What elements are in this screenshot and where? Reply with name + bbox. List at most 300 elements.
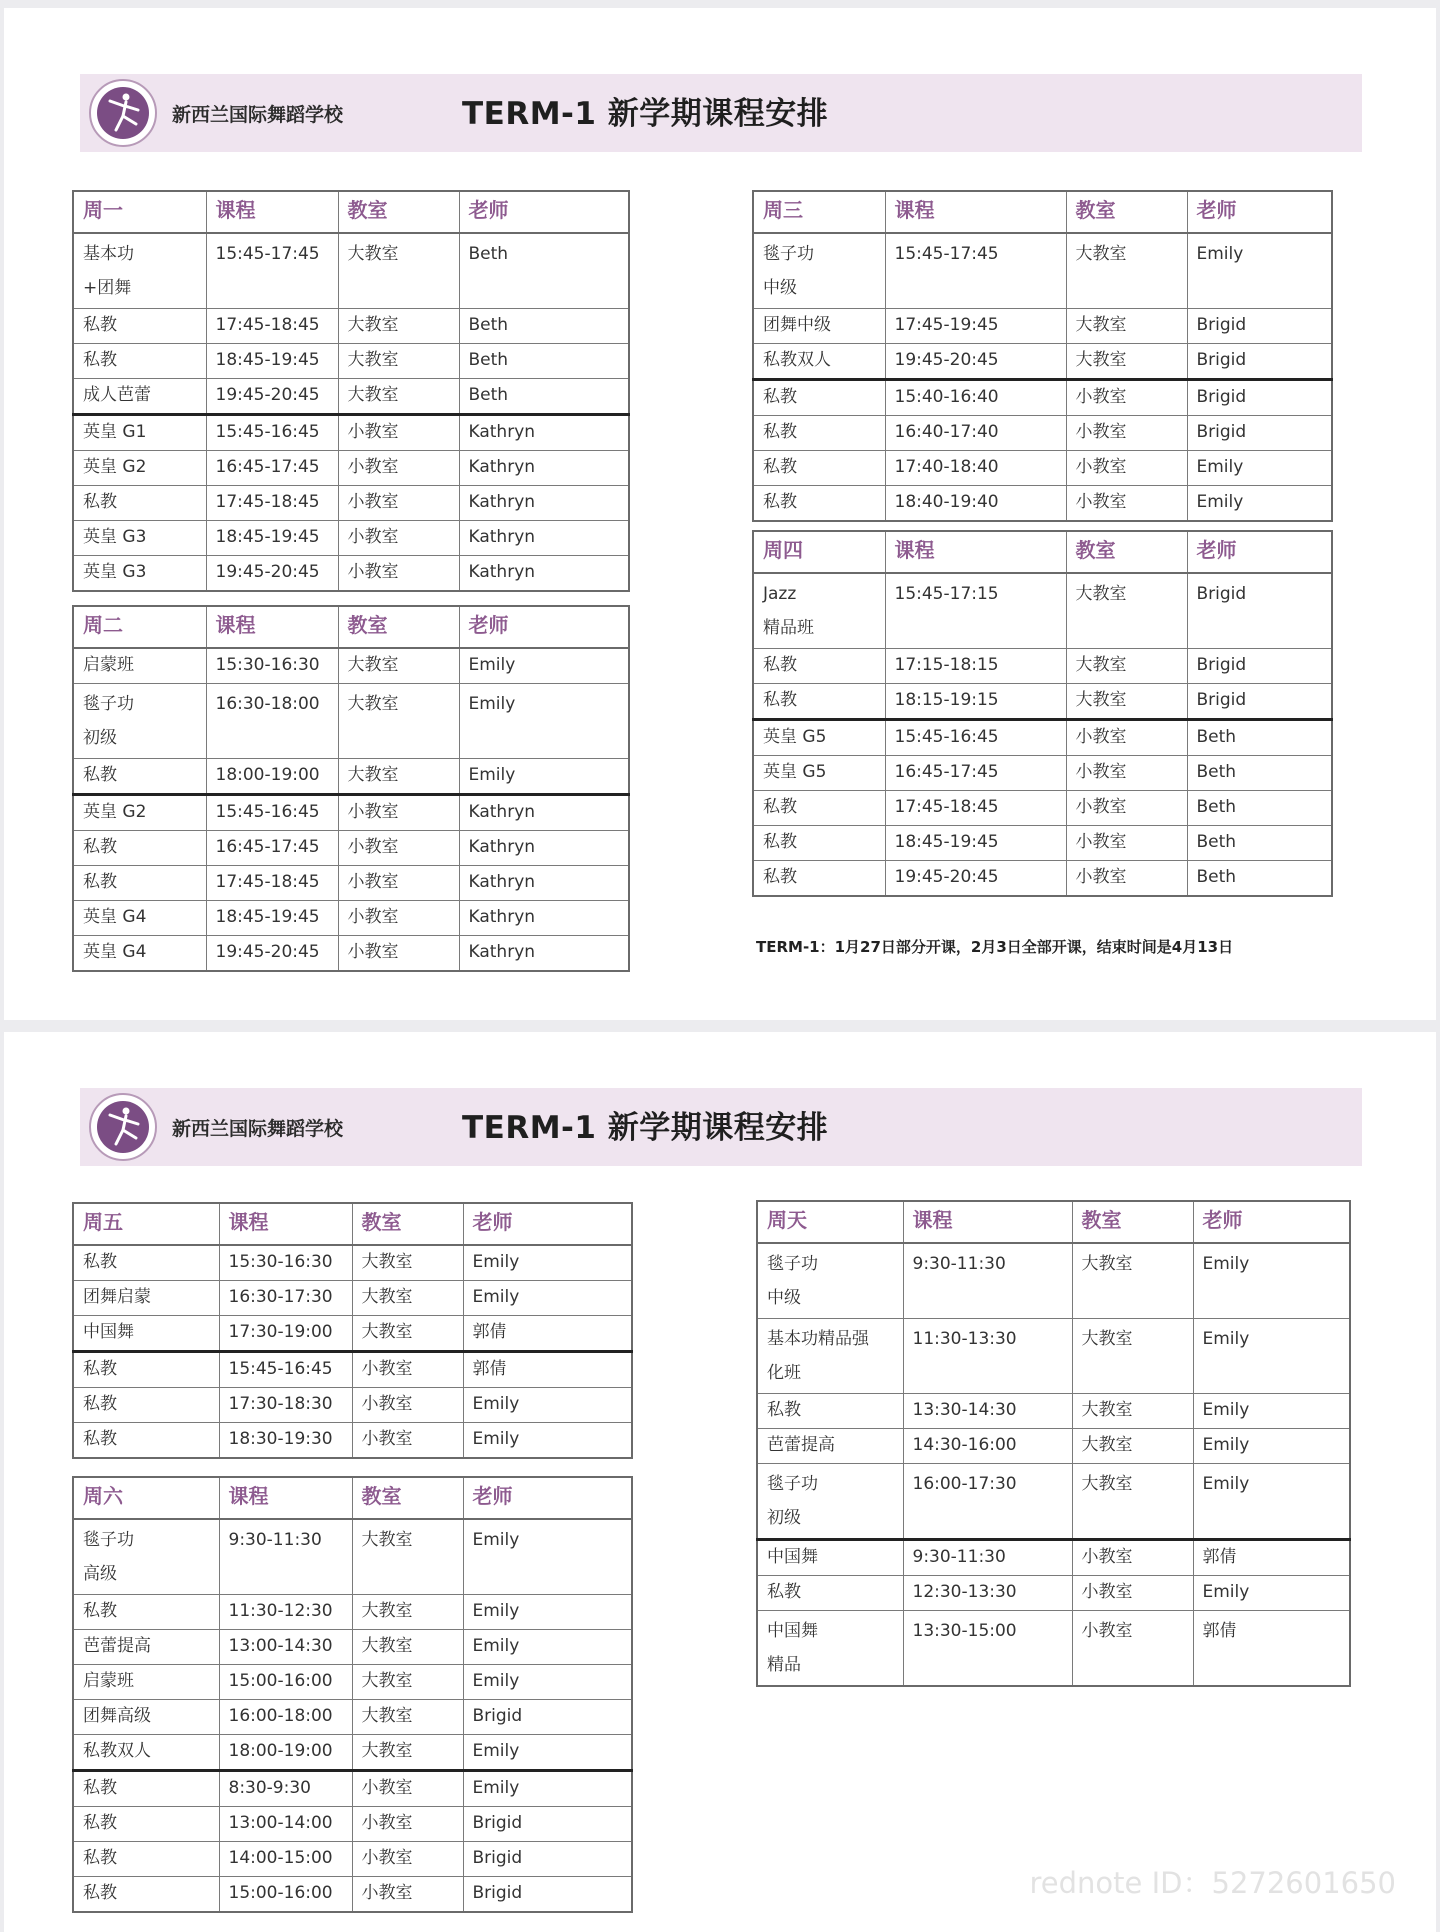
teacher-cell: Kathryn <box>459 936 629 972</box>
room-cell: 小教室 <box>1066 380 1187 416</box>
time-cell: 18:00-19:00 <box>206 759 338 795</box>
day-class-cell: 成人芭蕾 <box>73 379 206 415</box>
table-row <box>757 1540 1350 1576</box>
room-cell: 小教室 <box>338 415 459 451</box>
day-class-cell: 私教 <box>753 380 885 416</box>
time-cell: 18:45-19:45 <box>206 901 338 936</box>
time-cell: 16:30-18:00 <box>206 684 338 759</box>
column-header: 教室 <box>338 606 459 648</box>
teacher-cell: Emily <box>1187 486 1332 522</box>
time-cell: 11:30-13:30 <box>903 1319 1072 1394</box>
teacher-cell: Emily <box>459 648 629 684</box>
room-cell: 大教室 <box>1066 573 1187 649</box>
teacher-cell: Emily <box>463 1245 632 1281</box>
room-cell: 大教室 <box>338 648 459 684</box>
day-class-cell: 私教 <box>73 309 206 344</box>
time-cell: 15:30-16:30 <box>206 648 338 684</box>
time-cell: 15:45-17:15 <box>885 573 1066 649</box>
school-logo <box>88 1092 158 1162</box>
teacher-cell: Kathryn <box>459 556 629 592</box>
table-row <box>73 648 629 684</box>
room-cell: 大教室 <box>1072 1243 1193 1319</box>
room-cell: 大教室 <box>352 1316 463 1352</box>
day-class-cell: 基本功精品强 化班 <box>757 1319 903 1394</box>
day-header: 周三 <box>753 191 885 233</box>
table-row <box>753 416 1332 451</box>
day-header: 周五 <box>73 1203 219 1245</box>
room-cell: 小教室 <box>1066 861 1187 897</box>
room-cell: 大教室 <box>352 1630 463 1665</box>
day-header: 周天 <box>757 1201 903 1243</box>
schedule-table-saturday <box>72 1476 633 1913</box>
teacher-cell: Kathryn <box>459 521 629 556</box>
header-row <box>753 191 1332 233</box>
teacher-cell: Emily <box>463 1281 632 1316</box>
day-class-cell: 私教 <box>73 1877 219 1913</box>
room-cell: 大教室 <box>338 379 459 415</box>
time-cell: 17:40-18:40 <box>885 451 1066 486</box>
column-header: 教室 <box>352 1477 463 1519</box>
day-class-cell: 启蒙班 <box>73 648 206 684</box>
room-cell: 大教室 <box>1072 1464 1193 1540</box>
time-cell: 19:45-20:45 <box>885 344 1066 380</box>
time-cell: 16:45-17:45 <box>206 831 338 866</box>
day-class-cell: 英皇 G4 <box>73 936 206 972</box>
teacher-cell: Emily <box>459 759 629 795</box>
time-cell: 15:00-16:00 <box>219 1665 352 1700</box>
teacher-cell: Emily <box>1193 1464 1350 1540</box>
teacher-cell: 郭倩 <box>463 1352 632 1388</box>
term-note: TERM-1：1月27日部分开课，2月3日全部开课，结束时间是4月13日 <box>756 938 1234 956</box>
table-row <box>73 486 629 521</box>
table-row <box>757 1243 1350 1319</box>
teacher-cell: Beth <box>459 309 629 344</box>
time-cell: 12:30-13:30 <box>903 1576 1072 1611</box>
day-class-cell: 私教 <box>73 1423 219 1459</box>
day-class-cell: 私教 <box>73 1842 219 1877</box>
time-cell: 15:00-16:00 <box>219 1877 352 1913</box>
room-cell: 大教室 <box>1066 309 1187 344</box>
schedule-page-1 <box>4 8 1436 1020</box>
table-row <box>757 1394 1350 1429</box>
table-row <box>73 1807 632 1842</box>
day-class-cell: 私教 <box>73 866 206 901</box>
teacher-cell: Kathryn <box>459 415 629 451</box>
room-cell: 小教室 <box>1066 451 1187 486</box>
room-cell: 小教室 <box>338 936 459 972</box>
table-row <box>73 684 629 759</box>
table-row <box>73 521 629 556</box>
teacher-cell: Brigid <box>463 1842 632 1877</box>
teacher-cell: Brigid <box>1187 684 1332 720</box>
teacher-cell: Brigid <box>1187 309 1332 344</box>
column-header: 老师 <box>1187 531 1332 573</box>
teacher-cell: Emily <box>1193 1243 1350 1319</box>
time-cell: 17:45-18:45 <box>206 866 338 901</box>
table-row <box>73 1842 632 1877</box>
table-row <box>73 1245 632 1281</box>
day-class-cell: 私教 <box>73 1595 219 1630</box>
day-class-cell: 芭蕾提高 <box>757 1429 903 1464</box>
teacher-cell: Emily <box>463 1771 632 1807</box>
day-class-cell: 毯子功 初级 <box>73 684 206 759</box>
time-cell: 18:45-19:45 <box>885 826 1066 861</box>
day-class-cell: 中国舞 精品 <box>757 1611 903 1687</box>
room-cell: 小教室 <box>338 831 459 866</box>
day-header: 周一 <box>73 191 206 233</box>
table-row <box>73 451 629 486</box>
header-row <box>757 1201 1350 1243</box>
time-cell: 9:30-11:30 <box>903 1243 1072 1319</box>
teacher-cell: Emily <box>1193 1429 1350 1464</box>
time-cell: 19:45-20:45 <box>206 556 338 592</box>
table-row <box>73 1316 632 1352</box>
room-cell: 小教室 <box>338 901 459 936</box>
teacher-cell: Emily <box>463 1519 632 1595</box>
teacher-cell: Beth <box>459 233 629 309</box>
time-cell: 17:45-18:45 <box>885 791 1066 826</box>
time-cell: 18:30-19:30 <box>219 1423 352 1459</box>
day-class-cell: 启蒙班 <box>73 1665 219 1700</box>
table-row <box>73 1388 632 1423</box>
room-cell: 大教室 <box>1072 1394 1193 1429</box>
time-cell: 18:00-19:00 <box>219 1735 352 1771</box>
table-row <box>753 233 1332 309</box>
school-logo <box>88 78 158 148</box>
time-cell: 19:45-20:45 <box>206 379 338 415</box>
teacher-cell: Emily <box>1193 1394 1350 1429</box>
day-class-cell: 毯子功 初级 <box>757 1464 903 1540</box>
day-class-cell: 中国舞 <box>73 1316 219 1352</box>
teacher-cell: Beth <box>1187 756 1332 791</box>
schedule-table-sunday <box>756 1200 1351 1687</box>
day-header: 周六 <box>73 1477 219 1519</box>
table-row <box>73 795 629 831</box>
room-cell: 大教室 <box>338 233 459 309</box>
room-cell: 大教室 <box>1066 649 1187 684</box>
table-row <box>753 861 1332 897</box>
header-banner <box>80 74 1362 152</box>
teacher-cell: Brigid <box>1187 380 1332 416</box>
teacher-cell: Kathryn <box>459 795 629 831</box>
schedule-page-2 <box>4 1032 1436 1932</box>
teacher-cell: Beth <box>1187 791 1332 826</box>
teacher-cell: Emily <box>463 1595 632 1630</box>
table-row <box>753 720 1332 756</box>
column-header: 课程 <box>219 1203 352 1245</box>
time-cell: 18:45-19:45 <box>206 344 338 379</box>
teacher-cell: Emily <box>1187 233 1332 309</box>
time-cell: 15:45-17:45 <box>885 233 1066 309</box>
time-cell: 19:45-20:45 <box>885 861 1066 897</box>
table-row <box>73 379 629 415</box>
day-class-cell: 私教 <box>753 861 885 897</box>
day-class-cell: 英皇 G5 <box>753 720 885 756</box>
day-header: 周二 <box>73 606 206 648</box>
column-header: 老师 <box>459 191 629 233</box>
day-class-cell: 基本功 +团舞 <box>73 233 206 309</box>
teacher-cell: Kathryn <box>459 831 629 866</box>
room-cell: 小教室 <box>1066 826 1187 861</box>
time-cell: 8:30-9:30 <box>219 1771 352 1807</box>
time-cell: 16:40-17:40 <box>885 416 1066 451</box>
schedule-table-wednesday <box>752 190 1333 522</box>
table-row <box>73 233 629 309</box>
table-row <box>73 1877 632 1913</box>
table-row <box>757 1319 1350 1394</box>
day-class-cell: 芭蕾提高 <box>73 1630 219 1665</box>
table-row <box>73 1630 632 1665</box>
room-cell: 小教室 <box>1066 720 1187 756</box>
table-row <box>753 684 1332 720</box>
time-cell: 11:30-12:30 <box>219 1595 352 1630</box>
time-cell: 13:30-15:00 <box>903 1611 1072 1687</box>
time-cell: 18:15-19:15 <box>885 684 1066 720</box>
table-row <box>73 556 629 592</box>
time-cell: 16:45-17:45 <box>885 756 1066 791</box>
table-row <box>73 1665 632 1700</box>
page-title: TERM-1 新学期课程安排 <box>462 96 829 132</box>
teacher-cell: Brigid <box>1187 573 1332 649</box>
day-class-cell: 私教 <box>757 1576 903 1611</box>
room-cell: 小教室 <box>352 1771 463 1807</box>
table-row <box>757 1576 1350 1611</box>
time-cell: 16:00-18:00 <box>219 1700 352 1735</box>
column-header: 教室 <box>1072 1201 1193 1243</box>
column-header: 课程 <box>206 606 338 648</box>
time-cell: 15:45-17:45 <box>206 233 338 309</box>
table-row <box>73 415 629 451</box>
room-cell: 大教室 <box>338 684 459 759</box>
schedule-table-thursday <box>752 530 1333 897</box>
time-cell: 15:45-16:45 <box>206 795 338 831</box>
room-cell: 小教室 <box>1066 756 1187 791</box>
room-cell: 小教室 <box>1066 791 1187 826</box>
room-cell: 小教室 <box>352 1807 463 1842</box>
table-row <box>753 486 1332 522</box>
table-row <box>753 573 1332 649</box>
day-class-cell: 私教 <box>753 649 885 684</box>
room-cell: 小教室 <box>352 1842 463 1877</box>
teacher-cell: Brigid <box>1187 649 1332 684</box>
time-cell: 16:00-17:30 <box>903 1464 1072 1540</box>
room-cell: 小教室 <box>1066 416 1187 451</box>
column-header: 老师 <box>459 606 629 648</box>
day-class-cell: 英皇 G5 <box>753 756 885 791</box>
room-cell: 小教室 <box>352 1877 463 1913</box>
day-class-cell: 私教 <box>73 486 206 521</box>
time-cell: 16:30-17:30 <box>219 1281 352 1316</box>
day-class-cell: 私教 <box>753 416 885 451</box>
time-cell: 17:15-18:15 <box>885 649 1066 684</box>
room-cell: 大教室 <box>352 1245 463 1281</box>
day-class-cell: 私教 <box>753 451 885 486</box>
room-cell: 小教室 <box>1072 1576 1193 1611</box>
day-class-cell: 团舞中级 <box>753 309 885 344</box>
teacher-cell: Emily <box>463 1665 632 1700</box>
room-cell: 大教室 <box>352 1519 463 1595</box>
schedule-table-friday <box>72 1202 633 1459</box>
table-row <box>757 1429 1350 1464</box>
table-row <box>73 1519 632 1595</box>
header-row <box>753 531 1332 573</box>
time-cell: 18:45-19:45 <box>206 521 338 556</box>
teacher-cell: Emily <box>463 1423 632 1459</box>
room-cell: 小教室 <box>1072 1540 1193 1576</box>
column-header: 老师 <box>463 1477 632 1519</box>
room-cell: 大教室 <box>1072 1429 1193 1464</box>
day-class-cell: 私教 <box>753 684 885 720</box>
day-class-cell: 私教 <box>73 831 206 866</box>
time-cell: 16:45-17:45 <box>206 451 338 486</box>
table-row <box>73 901 629 936</box>
column-header: 课程 <box>885 531 1066 573</box>
table-row <box>757 1611 1350 1687</box>
room-cell: 大教室 <box>338 759 459 795</box>
schedule-table-tuesday <box>72 605 630 972</box>
time-cell: 15:40-16:40 <box>885 380 1066 416</box>
day-class-cell: 私教 <box>753 486 885 522</box>
room-cell: 小教室 <box>338 451 459 486</box>
school-name: 新西兰国际舞蹈学校 <box>172 104 344 126</box>
teacher-cell: Kathryn <box>459 486 629 521</box>
teacher-cell: Beth <box>1187 861 1332 897</box>
day-class-cell: 英皇 G3 <box>73 521 206 556</box>
room-cell: 小教室 <box>338 866 459 901</box>
teacher-cell: 郭倩 <box>1193 1540 1350 1576</box>
watermark: rednote ID：5272601650 <box>1029 1866 1396 1900</box>
time-cell: 15:45-16:45 <box>219 1352 352 1388</box>
header-row <box>73 1203 632 1245</box>
room-cell: 大教室 <box>352 1665 463 1700</box>
column-header: 教室 <box>1066 531 1187 573</box>
day-class-cell: 毯子功 中级 <box>753 233 885 309</box>
table-row <box>73 1700 632 1735</box>
table-row <box>73 1735 632 1771</box>
day-class-cell: 私教 <box>73 1771 219 1807</box>
day-header: 周四 <box>753 531 885 573</box>
day-class-cell: 私教双人 <box>73 1735 219 1771</box>
day-class-cell: 私教双人 <box>753 344 885 380</box>
page-title: TERM-1 新学期课程安排 <box>462 1110 829 1146</box>
teacher-cell: Beth <box>1187 826 1332 861</box>
day-class-cell: 私教 <box>753 791 885 826</box>
day-class-cell: 私教 <box>757 1394 903 1429</box>
table-row <box>73 344 629 379</box>
column-header: 教室 <box>338 191 459 233</box>
teacher-cell: Emily <box>463 1388 632 1423</box>
room-cell: 小教室 <box>338 486 459 521</box>
room-cell: 大教室 <box>1066 233 1187 309</box>
day-class-cell: 私教 <box>73 1807 219 1842</box>
time-cell: 13:00-14:30 <box>219 1630 352 1665</box>
room-cell: 大教室 <box>352 1735 463 1771</box>
column-header: 老师 <box>1187 191 1332 233</box>
time-cell: 17:30-18:30 <box>219 1388 352 1423</box>
time-cell: 14:30-16:00 <box>903 1429 1072 1464</box>
teacher-cell: 郭倩 <box>1193 1611 1350 1687</box>
table-row <box>753 649 1332 684</box>
teacher-cell: Beth <box>459 379 629 415</box>
day-class-cell: Jazz 精品班 <box>753 573 885 649</box>
column-header: 教室 <box>352 1203 463 1245</box>
table-row <box>73 1352 632 1388</box>
table-row <box>753 791 1332 826</box>
time-cell: 17:30-19:00 <box>219 1316 352 1352</box>
teacher-cell: Kathryn <box>459 451 629 486</box>
table-row <box>73 309 629 344</box>
header-row <box>73 191 629 233</box>
day-class-cell: 中国舞 <box>757 1540 903 1576</box>
room-cell: 大教室 <box>338 309 459 344</box>
teacher-cell: Emily <box>463 1630 632 1665</box>
room-cell: 大教室 <box>338 344 459 379</box>
time-cell: 9:30-11:30 <box>219 1519 352 1595</box>
room-cell: 小教室 <box>352 1388 463 1423</box>
day-class-cell: 团舞高级 <box>73 1700 219 1735</box>
teacher-cell: Brigid <box>463 1700 632 1735</box>
day-class-cell: 英皇 G1 <box>73 415 206 451</box>
room-cell: 小教室 <box>352 1352 463 1388</box>
day-class-cell: 毯子功 中级 <box>757 1243 903 1319</box>
table-row <box>753 344 1332 380</box>
time-cell: 15:45-16:45 <box>206 415 338 451</box>
time-cell: 13:00-14:00 <box>219 1807 352 1842</box>
teacher-cell: Emily <box>1193 1319 1350 1394</box>
day-class-cell: 英皇 G4 <box>73 901 206 936</box>
teacher-cell: Beth <box>1187 720 1332 756</box>
header-row <box>73 606 629 648</box>
table-row <box>757 1464 1350 1540</box>
day-class-cell: 私教 <box>73 1245 219 1281</box>
teacher-cell: Beth <box>459 344 629 379</box>
header-banner <box>80 1088 1362 1166</box>
teacher-cell: 郭倩 <box>463 1316 632 1352</box>
time-cell: 9:30-11:30 <box>903 1540 1072 1576</box>
teacher-cell: Brigid <box>1187 416 1332 451</box>
teacher-cell: Kathryn <box>459 866 629 901</box>
time-cell: 17:45-18:45 <box>206 309 338 344</box>
room-cell: 大教室 <box>1066 684 1187 720</box>
table-row <box>753 826 1332 861</box>
day-class-cell: 英皇 G2 <box>73 795 206 831</box>
room-cell: 小教室 <box>338 521 459 556</box>
header-row <box>73 1477 632 1519</box>
teacher-cell: Emily <box>1187 451 1332 486</box>
table-row <box>73 1595 632 1630</box>
room-cell: 大教室 <box>1072 1319 1193 1394</box>
time-cell: 19:45-20:45 <box>206 936 338 972</box>
column-header: 课程 <box>206 191 338 233</box>
room-cell: 大教室 <box>352 1281 463 1316</box>
teacher-cell: Emily <box>463 1735 632 1771</box>
day-class-cell: 私教 <box>73 344 206 379</box>
room-cell: 小教室 <box>338 556 459 592</box>
day-class-cell: 私教 <box>73 1352 219 1388</box>
time-cell: 15:45-16:45 <box>885 720 1066 756</box>
room-cell: 大教室 <box>352 1595 463 1630</box>
day-class-cell: 私教 <box>73 759 206 795</box>
column-header: 老师 <box>463 1203 632 1245</box>
teacher-cell: Emily <box>1193 1576 1350 1611</box>
column-header: 课程 <box>219 1477 352 1519</box>
time-cell: 17:45-18:45 <box>206 486 338 521</box>
time-cell: 13:30-14:30 <box>903 1394 1072 1429</box>
teacher-cell: Brigid <box>463 1807 632 1842</box>
column-header: 课程 <box>903 1201 1072 1243</box>
day-class-cell: 英皇 G3 <box>73 556 206 592</box>
time-cell: 18:40-19:40 <box>885 486 1066 522</box>
